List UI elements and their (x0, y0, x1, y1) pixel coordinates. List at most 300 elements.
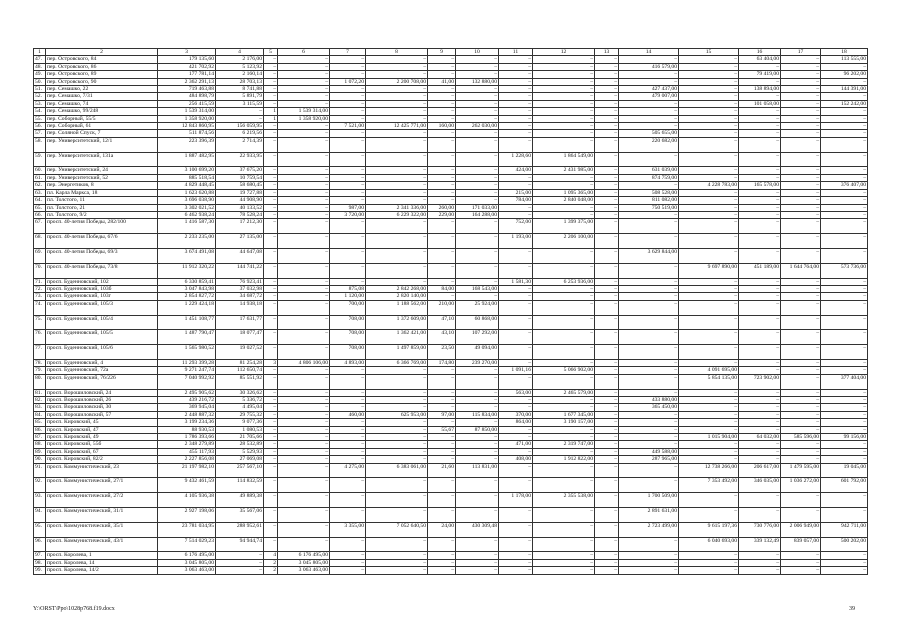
value-cell: 2 362 291,13 (158, 78, 216, 85)
address-cell: просп. 40-летия Победы, 69/3 (46, 248, 158, 263)
value-cell: – (278, 174, 330, 181)
value-cell: – (533, 345, 595, 360)
value-cell: – (679, 130, 739, 137)
value-cell: – (428, 537, 456, 552)
value-cell: – (278, 441, 330, 448)
value-cell: – (595, 463, 619, 478)
value-cell: – (278, 493, 330, 508)
value-cell: 287 965,00 (619, 456, 679, 463)
value-cell: – (739, 78, 781, 85)
value-cell: – (595, 278, 619, 285)
address-cell: просп. Ворошиловский, 24 (46, 389, 158, 396)
value-cell: – (428, 478, 456, 493)
value-cell: 168 543,00 (456, 285, 499, 292)
value-cell: – (456, 174, 499, 181)
value-cell: – (679, 315, 739, 330)
value-cell: – (264, 463, 278, 478)
value-cell: 79 419,00 (739, 71, 781, 78)
value-cell: – (330, 537, 366, 552)
value-cell: 14 938,18 (216, 300, 264, 315)
row-number-cell: 53. (34, 100, 46, 107)
row-number-cell: 80. (34, 374, 46, 389)
value-cell: – (533, 315, 595, 330)
row-number-cell: 71. (34, 278, 46, 285)
value-cell: – (781, 197, 821, 204)
value-cell: 10 759,54 (216, 174, 264, 181)
table-row (34, 396, 868, 403)
value-cell: 4 228 783,00 (679, 182, 739, 189)
value-cell: – (366, 152, 428, 167)
table-row (34, 552, 868, 559)
value-cell: – (264, 56, 278, 63)
row-number-cell: 64. (34, 197, 46, 204)
value-cell: 97,00 (428, 411, 456, 418)
value-cell: 4 829 448,45 (158, 182, 216, 189)
value-cell: 1 015 904,00 (679, 433, 739, 440)
value-cell: – (264, 448, 278, 455)
row-number-cell: 74. (34, 300, 46, 315)
value-cell: – (595, 404, 619, 411)
value-cell: – (781, 93, 821, 100)
value-cell: – (619, 389, 679, 396)
value-cell: 2 714,39 (216, 137, 264, 152)
value-cell: – (533, 93, 595, 100)
value-cell: – (278, 130, 330, 137)
value-cell: 1 700 509,00 (619, 493, 679, 508)
value-cell: – (264, 137, 278, 152)
value-cell: 29 755,32 (216, 411, 264, 418)
value-cell: – (739, 197, 781, 204)
value-cell: 1 399 375,00 (533, 219, 595, 234)
value-cell: 63 404,00 (739, 56, 781, 63)
value-cell: – (619, 56, 679, 63)
value-cell: – (781, 345, 821, 360)
value-cell: – (781, 167, 821, 174)
address-cell: пл. Карла Маркса, 18 (46, 189, 158, 196)
value-cell: – (456, 71, 499, 78)
value-cell: – (533, 108, 595, 115)
value-cell: 1 362 421,00 (366, 330, 428, 345)
address-cell: просп. Кировский, 47 (46, 426, 158, 433)
value-cell: – (456, 108, 499, 115)
value-cell: – (595, 315, 619, 330)
value-cell: – (533, 426, 595, 433)
value-cell: 34 687,72 (216, 293, 264, 300)
value-cell: 1 (264, 108, 278, 115)
address-cell: просп. Коммунистический, 23 (46, 463, 158, 478)
table-row (34, 315, 868, 330)
value-cell: – (679, 396, 739, 403)
value-cell: 12 738 266,00 (679, 463, 739, 478)
value-cell: – (278, 345, 330, 360)
address-cell: просп. Буденновский, 76/226 (46, 374, 158, 389)
value-cell: – (679, 411, 739, 418)
value-cell: – (456, 219, 499, 234)
value-cell: 339 132,49 (739, 537, 781, 552)
value-cell: 2 448 887,32 (158, 411, 216, 418)
value-cell: 4 806 106,00 (278, 359, 330, 366)
value-cell: – (330, 448, 366, 455)
value-cell: 3 (264, 359, 278, 366)
row-number-cell: 83. (34, 404, 46, 411)
value-cell: 377 404,00 (821, 374, 868, 389)
table-row (34, 559, 868, 566)
row-number-cell: 82. (34, 396, 46, 403)
value-cell: – (330, 71, 366, 78)
value-cell: 288 952,61 (216, 522, 264, 537)
value-cell: 6 366 769,00 (366, 359, 428, 366)
table-row (34, 359, 868, 366)
value-cell: – (821, 507, 868, 522)
value-cell: – (264, 433, 278, 440)
value-cell: – (330, 567, 366, 574)
table-row (34, 71, 868, 78)
value-cell: – (781, 189, 821, 196)
value-cell: 1 539 314,00 (278, 108, 330, 115)
table-row (34, 78, 868, 85)
row-number-cell: 89. (34, 448, 46, 455)
value-cell: – (330, 456, 366, 463)
row-number-cell: 96. (34, 537, 46, 552)
row-number-cell: 98. (34, 559, 46, 566)
value-cell: – (781, 300, 821, 315)
table-row (34, 330, 868, 345)
value-cell: 625 953,00 (366, 411, 428, 418)
table-row (34, 404, 868, 411)
row-number-cell: 57. (34, 130, 46, 137)
value-cell: – (619, 115, 679, 122)
row-number-cell: 91. (34, 463, 46, 478)
row-number-cell: 85. (34, 419, 46, 426)
value-cell: 433 880,00 (619, 396, 679, 403)
value-cell: – (781, 278, 821, 285)
address-cell: пл. Толстого, 11 (46, 197, 158, 204)
value-cell: – (781, 559, 821, 566)
value-cell: 37 032,98 (216, 285, 264, 292)
value-cell: – (499, 93, 533, 100)
value-cell: – (278, 396, 330, 403)
value-cell: 2 319 747,00 (533, 441, 595, 448)
value-cell: – (595, 123, 619, 130)
value-cell: 2 495 905,62 (158, 389, 216, 396)
value-cell: 1 188 562,00 (366, 300, 428, 315)
value-cell: – (278, 507, 330, 522)
value-cell: – (366, 234, 428, 249)
value-cell: – (821, 152, 868, 167)
value-cell: 3 047 843,98 (158, 285, 216, 292)
value-cell: – (739, 300, 781, 315)
value-cell: – (679, 493, 739, 508)
value-cell: – (595, 537, 619, 552)
value-cell: – (366, 167, 428, 174)
value-cell: 206 617,00 (739, 463, 781, 478)
value-cell: – (278, 278, 330, 285)
value-cell: – (499, 359, 533, 366)
value-cell: – (428, 448, 456, 455)
value-cell: 1 229 424,18 (158, 300, 216, 315)
value-cell: – (456, 63, 499, 70)
value-cell: 25 924,00 (456, 300, 499, 315)
value-cell: – (821, 559, 868, 566)
value-cell: – (499, 396, 533, 403)
value-cell: 5 123,92 (216, 63, 264, 70)
value-cell: – (366, 219, 428, 234)
table-row (34, 456, 868, 463)
value-cell: – (821, 345, 868, 360)
value-cell: – (595, 507, 619, 522)
value-cell: – (428, 152, 456, 167)
value-cell: – (533, 300, 595, 315)
value-cell: – (781, 78, 821, 85)
value-cell: – (781, 219, 821, 234)
value-cell: – (595, 448, 619, 455)
header-row (34, 49, 868, 56)
value-cell: – (739, 123, 781, 130)
value-cell: – (595, 211, 619, 218)
value-cell: 1 120,00 (330, 293, 366, 300)
value-cell: 1 487 790,47 (158, 330, 216, 345)
value-cell: – (679, 63, 739, 70)
value-cell: – (330, 100, 366, 107)
value-cell: – (499, 182, 533, 189)
value-cell: – (499, 559, 533, 566)
value-cell: – (533, 78, 595, 85)
value-cell: – (781, 419, 821, 426)
value-cell: – (781, 108, 821, 115)
value-cell: 6 176 495,00 (278, 552, 330, 559)
value-cell: – (278, 456, 330, 463)
value-cell: – (330, 367, 366, 374)
value-cell: – (619, 567, 679, 574)
value-cell: – (428, 552, 456, 559)
value-cell: – (533, 204, 595, 211)
value-cell: 49 094,00 (456, 345, 499, 360)
value-cell: – (428, 567, 456, 574)
value-cell: 21 197 982,10 (158, 463, 216, 478)
value-cell: – (264, 71, 278, 78)
table-row (34, 204, 868, 211)
value-cell: 2 431 985,00 (533, 167, 595, 174)
value-cell: 3 674 491,08 (158, 248, 216, 263)
value-cell: – (619, 463, 679, 478)
value-cell: – (679, 174, 739, 181)
value-cell: 156 059,95 (216, 123, 264, 130)
table-row (34, 478, 868, 493)
row-number-cell: 75. (34, 315, 46, 330)
value-cell: – (533, 63, 595, 70)
value-cell: – (366, 433, 428, 440)
value-cell: – (366, 93, 428, 100)
value-cell: – (264, 167, 278, 174)
value-cell: – (595, 522, 619, 537)
value-cell: – (533, 100, 595, 107)
value-cell: – (499, 448, 533, 455)
row-number-cell: 55. (34, 115, 46, 122)
value-cell: – (679, 197, 739, 204)
value-cell: – (679, 93, 739, 100)
value-cell: 573 736,00 (821, 263, 868, 278)
value-cell: 416 579,00 (619, 63, 679, 70)
value-cell: 370,00 (499, 411, 533, 418)
value-cell: – (366, 441, 428, 448)
value-cell: – (533, 537, 595, 552)
value-cell: 6 462 938,24 (158, 211, 216, 218)
value-cell: 84,00 (428, 285, 456, 292)
value-cell: – (595, 56, 619, 63)
value-cell: – (264, 285, 278, 292)
value-cell: – (679, 78, 739, 85)
value-cell: – (595, 152, 619, 167)
row-number-cell: 99. (34, 567, 46, 574)
value-cell: – (264, 234, 278, 249)
row-number-cell: 97. (34, 552, 46, 559)
value-cell: – (330, 63, 366, 70)
footer-file-path: Y:\ORST\Ppo\1028p768.f19.docx (33, 606, 115, 612)
value-cell: – (619, 552, 679, 559)
value-cell: – (679, 345, 739, 360)
row-number-cell: 63. (34, 189, 46, 196)
value-cell: – (264, 315, 278, 330)
value-cell: – (366, 507, 428, 522)
value-cell: – (619, 182, 679, 189)
value-cell: – (781, 137, 821, 152)
value-cell: 5 529,93 (216, 448, 264, 455)
value-cell: 1 581,30 (499, 278, 533, 285)
value-cell: 2 723 499,00 (619, 522, 679, 537)
value-cell: 21,60 (428, 463, 456, 478)
value-cell: 1 193,00 (499, 234, 533, 249)
header-cell: 15 (679, 49, 739, 56)
value-cell: – (330, 189, 366, 196)
value-cell: 1 539 314,00 (158, 108, 216, 115)
row-number-cell: 65. (34, 204, 46, 211)
address-cell: просп. 40-летия Победы, 282/100 (46, 219, 158, 234)
value-cell: – (595, 419, 619, 426)
value-cell: 500 202,00 (821, 537, 868, 552)
value-cell: 430 309,48 (456, 522, 499, 537)
value-cell: 2 355 538,00 (533, 493, 595, 508)
value-cell: 723 902,00 (739, 374, 781, 389)
table-row (34, 426, 868, 433)
address-cell: просп. Коммунистический, 43/1 (46, 537, 158, 552)
value-cell: – (278, 537, 330, 552)
address-cell: просп. Ворошиловский, 26 (46, 396, 158, 403)
table-row (34, 182, 868, 189)
value-cell: 1 565 980,52 (158, 345, 216, 360)
header-cell: 6 (278, 49, 330, 56)
value-cell: 421 702,92 (158, 63, 216, 70)
value-cell: – (428, 93, 456, 100)
value-cell: 101 058,00 (739, 100, 781, 107)
value-cell: 5 336,72 (216, 396, 264, 403)
value-cell: 1 178,00 (499, 493, 533, 508)
value-cell: – (533, 71, 595, 78)
value-cell: – (428, 293, 456, 300)
value-cell: – (499, 478, 533, 493)
value-cell: – (428, 115, 456, 122)
value-cell: – (781, 567, 821, 574)
value-cell: – (499, 552, 533, 559)
value-cell: – (330, 389, 366, 396)
value-cell: – (595, 456, 619, 463)
row-number-cell: 70. (34, 263, 46, 278)
value-cell: – (533, 552, 595, 559)
value-cell: – (781, 71, 821, 78)
value-cell: – (428, 219, 456, 234)
value-cell: – (619, 152, 679, 167)
table-row (34, 374, 868, 389)
value-cell: 2 206 100,00 (533, 234, 595, 249)
value-cell: – (595, 182, 619, 189)
value-cell: 750 519,00 (619, 204, 679, 211)
value-cell: – (264, 396, 278, 403)
table-row (34, 174, 868, 181)
value-cell: – (595, 86, 619, 93)
value-cell: – (619, 211, 679, 218)
value-cell: 3 199 234,36 (158, 419, 216, 426)
value-cell: – (739, 315, 781, 330)
header-cell: 18 (821, 49, 868, 56)
value-cell: – (499, 174, 533, 181)
value-cell: – (619, 278, 679, 285)
value-cell: – (330, 234, 366, 249)
value-cell: – (499, 78, 533, 85)
value-cell: – (595, 411, 619, 418)
value-cell: – (679, 293, 739, 300)
value-cell: – (679, 285, 739, 292)
value-cell: – (821, 456, 868, 463)
value-cell: – (366, 537, 428, 552)
row-number-cell: 47. (34, 56, 46, 63)
value-cell: 5 891,79 (216, 93, 264, 100)
value-cell: – (278, 330, 330, 345)
value-cell: – (330, 263, 366, 278)
value-cell: – (264, 345, 278, 360)
value-cell: 4 091 695,00 (679, 367, 739, 374)
value-cell: – (533, 123, 595, 130)
value-cell: – (428, 56, 456, 63)
value-cell: – (821, 315, 868, 330)
value-cell: – (216, 108, 264, 115)
value-cell: – (264, 78, 278, 85)
value-cell: – (428, 189, 456, 196)
value-cell: – (619, 263, 679, 278)
value-cell: 1 (264, 115, 278, 122)
value-cell: – (278, 300, 330, 315)
table-row (34, 463, 868, 478)
value-cell: 708,00 (330, 315, 366, 330)
address-cell: просп. Буденновский, 103г (46, 293, 158, 300)
value-cell: 171 033,00 (456, 204, 499, 211)
value-cell: – (781, 396, 821, 403)
value-cell: – (821, 63, 868, 70)
value-cell: – (821, 219, 868, 234)
value-cell: – (456, 396, 499, 403)
value-cell: – (595, 367, 619, 374)
value-cell: – (330, 219, 366, 234)
address-cell: просп. Коммунистический, 27/1 (46, 478, 158, 493)
value-cell: – (619, 78, 679, 85)
value-cell: 60 868,00 (456, 315, 499, 330)
value-cell: – (330, 426, 366, 433)
value-cell: – (781, 211, 821, 218)
value-cell: 88 930,53 (158, 426, 216, 433)
row-number-cell: 59. (34, 152, 46, 167)
value-cell: – (264, 411, 278, 418)
value-cell: – (781, 152, 821, 167)
address-cell: просп. Буденновский, 105/6 (46, 345, 158, 360)
row-number-cell: 52. (34, 93, 46, 100)
